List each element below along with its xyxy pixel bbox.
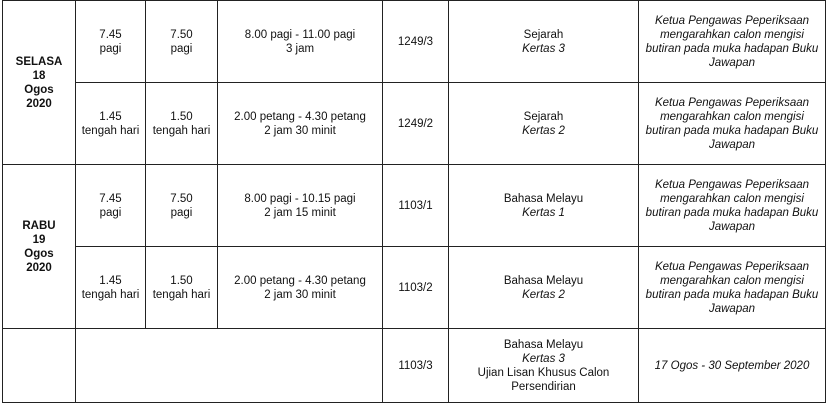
empty-time-cell	[76, 329, 383, 403]
paper-code-cell: 1103/1	[383, 165, 449, 247]
enter-time: 7.45	[99, 192, 122, 205]
paper-code-cell: 1103/2	[383, 247, 449, 329]
duration-range: 8.00 pagi - 11.00 pagi	[244, 28, 356, 41]
paper-code-cell: 1249/2	[383, 83, 449, 165]
enter-time-cell	[76, 165, 146, 247]
subject-cell	[449, 247, 639, 329]
duration-length: 2 jam 30 minit	[264, 288, 336, 301]
empty-day-cell	[3, 329, 76, 403]
duration-range: 2.00 petang - 4.30 petang	[234, 274, 366, 287]
subject-cell	[449, 83, 639, 165]
enter-time-cell	[76, 1, 146, 83]
start-time: 1.50	[170, 274, 193, 287]
start-time-cell	[146, 83, 218, 165]
table-row	[3, 165, 826, 247]
subject-name: Sejarah	[523, 110, 564, 123]
duration-range: 2.00 petang - 4.30 petang	[234, 110, 366, 123]
start-time-cell	[146, 165, 218, 247]
table-row	[3, 329, 826, 403]
enter-time: 1.45	[99, 274, 122, 287]
duration-cell	[218, 83, 383, 165]
paper-name: Kertas 3	[522, 352, 565, 365]
oral-desc-line2: Persendirian	[511, 380, 576, 393]
day-month: Ogos	[24, 247, 54, 260]
subject-name: Bahasa Melayu	[503, 274, 584, 287]
day-date-number: 19	[32, 233, 46, 246]
duration-length: 3 jam	[285, 42, 315, 55]
table-row	[3, 83, 826, 165]
start-time: 7.50	[170, 28, 193, 41]
enter-period: tengah hari	[81, 288, 140, 301]
paper-code-cell: 1249/3	[383, 1, 449, 83]
subject-name: Bahasa Melayu	[503, 192, 584, 205]
table-row	[3, 247, 826, 329]
start-period: pagi	[170, 206, 193, 219]
duration-length: 2 jam 30 minit	[264, 124, 336, 137]
duration-range: 8.00 pagi - 10.15 pagi	[244, 192, 356, 205]
start-time-cell	[146, 1, 218, 83]
start-period: tengah hari	[152, 124, 211, 137]
subject-name: Bahasa Melayu	[503, 338, 584, 351]
day-name: RABU	[22, 219, 56, 232]
subject-cell	[449, 329, 639, 403]
paper-name: Kertas 2	[522, 124, 565, 137]
paper-code-cell: 1103/3	[383, 329, 449, 403]
duration-cell	[218, 247, 383, 329]
paper-name: Kertas 2	[522, 288, 565, 301]
enter-time-cell	[76, 83, 146, 165]
note-cell: Ketua Pengawas Peperiksaan mengarahkan calon mengisi butiran pada muka hadapan Buku Jawapan	[639, 83, 826, 165]
enter-period: pagi	[99, 206, 122, 219]
duration-cell	[218, 165, 383, 247]
start-time-cell	[146, 247, 218, 329]
start-period: tengah hari	[152, 288, 211, 301]
duration-cell	[218, 1, 383, 83]
enter-period: pagi	[99, 42, 122, 55]
start-time: 7.50	[170, 192, 193, 205]
subject-cell	[449, 165, 639, 247]
enter-time: 7.45	[99, 28, 122, 41]
day-name: SELASA	[15, 55, 63, 68]
exam-schedule-table	[2, 0, 826, 403]
note-cell: Ketua Pengawas Peperiksaan mengarahkan calon mengisi butiran pada muka hadapan Buku Jawapan	[639, 1, 826, 83]
day-month: Ogos	[24, 83, 54, 96]
oral-desc-line1: Ujian Lisan Khusus Calon	[477, 366, 610, 379]
day-year: 2020	[26, 97, 52, 110]
subject-name: Sejarah	[523, 28, 564, 41]
start-period: pagi	[170, 42, 193, 55]
enter-time-cell	[76, 247, 146, 329]
start-time: 1.50	[170, 110, 193, 123]
note-cell: Ketua Pengawas Peperiksaan mengarahkan calon mengisi butiran pada muka hadapan Buku Jawapan	[639, 165, 826, 247]
oral-period-cell: 17 Ogos - 30 September 2020	[639, 329, 826, 403]
day-cell-rabu	[3, 165, 76, 329]
day-year: 2020	[26, 261, 52, 274]
subject-cell	[449, 1, 639, 83]
duration-length: 2 jam 15 minit	[264, 206, 336, 219]
paper-name: Kertas 3	[522, 42, 565, 55]
table-row	[3, 1, 826, 83]
paper-name: Kertas 1	[522, 206, 565, 219]
note-cell: Ketua Pengawas Peperiksaan mengarahkan calon mengisi butiran pada muka hadapan Buku Jawapan	[639, 247, 826, 329]
enter-time: 1.45	[99, 110, 122, 123]
enter-period: tengah hari	[81, 124, 140, 137]
day-date-number: 18	[32, 69, 46, 82]
day-cell-selasa	[3, 1, 76, 165]
